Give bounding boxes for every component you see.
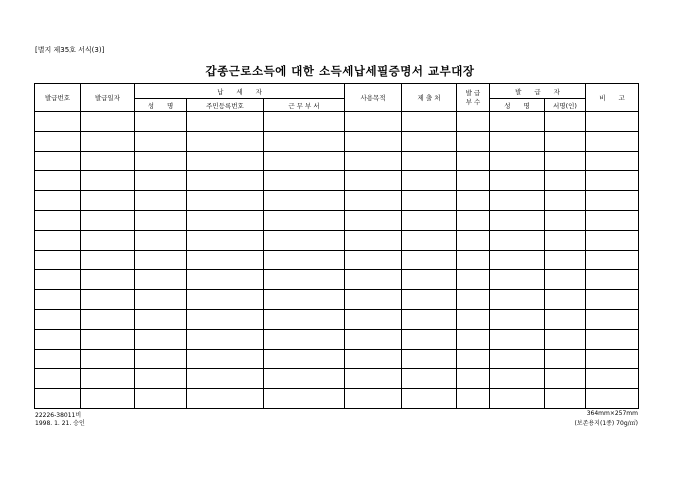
table-row <box>35 250 639 270</box>
table-cell[interactable] <box>264 389 345 409</box>
table-cell[interactable] <box>187 171 264 191</box>
table-cell[interactable] <box>457 369 490 389</box>
header-submit-to: 제 출 처 <box>402 84 457 112</box>
table-row <box>35 270 639 290</box>
table-cell[interactable] <box>490 210 545 230</box>
table-cell[interactable] <box>264 369 345 389</box>
table-cell[interactable] <box>586 250 639 270</box>
table-cell[interactable] <box>402 369 457 389</box>
paper-spec: (보존용지(1종) 70g/㎡) <box>574 420 638 427</box>
table-cell[interactable] <box>490 171 545 191</box>
table-cell[interactable] <box>457 191 490 211</box>
table-cell[interactable] <box>345 290 402 310</box>
table-cell[interactable] <box>135 369 187 389</box>
table-cell[interactable] <box>35 112 81 132</box>
header-signature: 서명(인) <box>545 99 586 112</box>
approval-date: 1998. 1. 21. 승인 <box>35 420 85 427</box>
header-issue-date: 발급일자 <box>81 84 135 112</box>
table-cell[interactable] <box>490 309 545 329</box>
table-cell[interactable] <box>402 270 457 290</box>
table-cell[interactable] <box>35 250 81 270</box>
table-cell[interactable] <box>187 329 264 349</box>
table-cell[interactable] <box>586 290 639 310</box>
table-cell[interactable] <box>490 369 545 389</box>
page-title: 갑종근로소득에 대한 소득세납세필증명서 교부대장 <box>205 64 475 78</box>
table-cell[interactable] <box>545 290 586 310</box>
table-cell[interactable] <box>135 389 187 409</box>
table-cell[interactable] <box>81 349 135 369</box>
table-cell[interactable] <box>545 369 586 389</box>
table-cell[interactable] <box>135 290 187 310</box>
register-table <box>34 83 639 409</box>
table-cell[interactable] <box>457 349 490 369</box>
table-cell[interactable] <box>81 171 135 191</box>
table-cell[interactable] <box>457 389 490 409</box>
table-cell[interactable] <box>457 131 490 151</box>
table-cell[interactable] <box>545 389 586 409</box>
table-cell[interactable] <box>135 309 187 329</box>
table-cell[interactable] <box>345 389 402 409</box>
table-row <box>35 112 639 132</box>
table-cell[interactable] <box>81 210 135 230</box>
table-cell[interactable] <box>490 151 545 171</box>
table-cell[interactable] <box>135 191 187 211</box>
table-cell[interactable] <box>35 389 81 409</box>
table-cell[interactable] <box>402 349 457 369</box>
table-row <box>35 349 639 369</box>
table-cell[interactable] <box>586 151 639 171</box>
header-taxpayer-name: 성 명 <box>135 99 187 112</box>
table-cell[interactable] <box>586 389 639 409</box>
table-cell[interactable] <box>402 151 457 171</box>
table-cell[interactable] <box>135 171 187 191</box>
table-cell[interactable] <box>490 349 545 369</box>
table-cell[interactable] <box>135 349 187 369</box>
table-cell[interactable] <box>35 230 81 250</box>
table-cell[interactable] <box>187 112 264 132</box>
table-cell[interactable] <box>81 151 135 171</box>
form-reference: [별지 제35호 서식(3)] <box>35 46 105 54</box>
table-cell[interactable] <box>187 210 264 230</box>
table-cell[interactable] <box>490 191 545 211</box>
header-workplace: 근 무 부 서 <box>264 99 345 112</box>
table-cell[interactable] <box>187 151 264 171</box>
table-cell[interactable] <box>402 112 457 132</box>
table-cell[interactable] <box>402 389 457 409</box>
table-cell[interactable] <box>345 191 402 211</box>
table-row <box>35 290 639 310</box>
table-cell[interactable] <box>81 309 135 329</box>
table-cell[interactable] <box>81 329 135 349</box>
paper-size: 364mm×257mm <box>586 410 638 417</box>
header-issuer-name: 성 명 <box>490 99 545 112</box>
table-cell[interactable] <box>81 290 135 310</box>
table-cell[interactable] <box>35 151 81 171</box>
table-cell[interactable] <box>545 210 586 230</box>
table-cell[interactable] <box>81 131 135 151</box>
table-cell[interactable] <box>264 151 345 171</box>
table-cell[interactable] <box>545 329 586 349</box>
table-cell[interactable] <box>35 329 81 349</box>
table-cell[interactable] <box>345 112 402 132</box>
table-cell[interactable] <box>402 230 457 250</box>
table-row <box>35 389 639 409</box>
table-cell[interactable] <box>345 210 402 230</box>
table-cell[interactable] <box>586 270 639 290</box>
table-cell[interactable] <box>187 250 264 270</box>
table-cell[interactable] <box>135 112 187 132</box>
table-cell[interactable] <box>586 329 639 349</box>
table-cell[interactable] <box>402 309 457 329</box>
table-cell[interactable] <box>402 329 457 349</box>
table-cell[interactable] <box>586 191 639 211</box>
table-cell[interactable] <box>402 290 457 310</box>
table-cell[interactable] <box>345 250 402 270</box>
table-row <box>35 151 639 171</box>
table-cell[interactable] <box>187 349 264 369</box>
header-copies <box>457 84 490 112</box>
table-cell[interactable] <box>457 171 490 191</box>
table-cell[interactable] <box>457 230 490 250</box>
table-cell[interactable] <box>264 112 345 132</box>
table-row <box>35 329 639 349</box>
table-cell[interactable] <box>457 309 490 329</box>
table-cell[interactable] <box>545 131 586 151</box>
table-cell[interactable] <box>586 369 639 389</box>
table-cell[interactable] <box>345 171 402 191</box>
table-cell[interactable] <box>402 250 457 270</box>
table-cell[interactable] <box>187 290 264 310</box>
table-cell[interactable] <box>135 230 187 250</box>
table-cell[interactable] <box>264 349 345 369</box>
table-cell[interactable] <box>457 210 490 230</box>
table-cell[interactable] <box>490 329 545 349</box>
table-cell[interactable] <box>457 151 490 171</box>
table-cell[interactable] <box>545 171 586 191</box>
header-remarks: 비 고 <box>586 84 639 112</box>
table-cell[interactable] <box>345 230 402 250</box>
table-cell[interactable] <box>81 230 135 250</box>
table-cell[interactable] <box>457 270 490 290</box>
table-cell[interactable] <box>35 349 81 369</box>
table-cell[interactable] <box>545 191 586 211</box>
table-cell[interactable] <box>264 250 345 270</box>
table-cell[interactable] <box>264 309 345 329</box>
header-copies-bottom: 부 수 <box>465 97 481 106</box>
table-cell[interactable] <box>586 112 639 132</box>
table-cell[interactable] <box>81 191 135 211</box>
form-code: 22226-38011비 <box>35 412 82 419</box>
table-cell[interactable] <box>187 270 264 290</box>
table-cell[interactable] <box>81 389 135 409</box>
table-cell[interactable] <box>35 171 81 191</box>
table-cell[interactable] <box>545 230 586 250</box>
table-cell[interactable] <box>187 389 264 409</box>
table-cell[interactable] <box>135 250 187 270</box>
table-cell[interactable] <box>490 230 545 250</box>
table-row <box>35 131 639 151</box>
table-row <box>35 191 639 211</box>
table-cell[interactable] <box>345 309 402 329</box>
table-cell[interactable] <box>545 151 586 171</box>
table-cell[interactable] <box>345 151 402 171</box>
table-cell[interactable] <box>264 210 345 230</box>
table-cell[interactable] <box>345 270 402 290</box>
table-cell[interactable] <box>264 230 345 250</box>
table-cell[interactable] <box>264 270 345 290</box>
table-row <box>35 369 639 389</box>
table-cell[interactable] <box>490 112 545 132</box>
table-cell[interactable] <box>586 131 639 151</box>
table-cell[interactable] <box>187 309 264 329</box>
table-cell[interactable] <box>187 191 264 211</box>
table-cell[interactable] <box>490 250 545 270</box>
table-cell[interactable] <box>135 329 187 349</box>
table-cell[interactable] <box>81 270 135 290</box>
table-cell[interactable] <box>35 210 81 230</box>
table-row <box>35 171 639 191</box>
table-cell[interactable] <box>545 349 586 369</box>
table-cell[interactable] <box>586 230 639 250</box>
table-cell[interactable] <box>402 191 457 211</box>
table-cell[interactable] <box>187 369 264 389</box>
table-cell[interactable] <box>586 349 639 369</box>
table-cell[interactable] <box>586 210 639 230</box>
table-cell[interactable] <box>457 250 490 270</box>
table-cell[interactable] <box>35 290 81 310</box>
table-cell[interactable] <box>35 369 81 389</box>
table-cell[interactable] <box>545 112 586 132</box>
table-cell[interactable] <box>135 131 187 151</box>
table-cell[interactable] <box>345 329 402 349</box>
table-cell[interactable] <box>345 131 402 151</box>
table-cell[interactable] <box>545 250 586 270</box>
table-cell[interactable] <box>187 230 264 250</box>
table-cell[interactable] <box>586 309 639 329</box>
table-cell[interactable] <box>264 131 345 151</box>
header-taxpayer: 납 세 자 <box>135 84 345 99</box>
table-cell[interactable] <box>457 112 490 132</box>
table-cell[interactable] <box>402 131 457 151</box>
table-cell[interactable] <box>264 290 345 310</box>
table-cell[interactable] <box>81 250 135 270</box>
header-issue-no: 발급번호 <box>35 84 81 112</box>
table-cell[interactable] <box>490 270 545 290</box>
register-body <box>35 112 639 409</box>
table-cell[interactable] <box>35 270 81 290</box>
table-cell[interactable] <box>187 131 264 151</box>
table-cell[interactable] <box>135 210 187 230</box>
header-copies-top: 발 급 <box>465 88 481 97</box>
table-cell[interactable] <box>135 151 187 171</box>
table-cell[interactable] <box>545 270 586 290</box>
table-cell[interactable] <box>457 329 490 349</box>
table-cell[interactable] <box>35 191 81 211</box>
table-row <box>35 309 639 329</box>
table-cell[interactable] <box>81 369 135 389</box>
table-cell[interactable] <box>135 270 187 290</box>
table-cell[interactable] <box>345 369 402 389</box>
table-cell[interactable] <box>35 309 81 329</box>
table-cell[interactable] <box>545 309 586 329</box>
table-cell[interactable] <box>264 329 345 349</box>
table-cell[interactable] <box>264 191 345 211</box>
table-row <box>35 230 639 250</box>
table-cell[interactable] <box>457 290 490 310</box>
table-cell[interactable] <box>81 112 135 132</box>
table-cell[interactable] <box>35 131 81 151</box>
table-cell[interactable] <box>490 131 545 151</box>
header-resident-no: 주민등록번호 <box>187 99 264 112</box>
table-cell[interactable] <box>402 210 457 230</box>
header-purpose: 사용목적 <box>345 84 402 112</box>
header-issuer: 발 급 자 <box>490 84 586 99</box>
table-cell[interactable] <box>402 171 457 191</box>
table-cell[interactable] <box>490 290 545 310</box>
table-cell[interactable] <box>490 389 545 409</box>
table-cell[interactable] <box>345 349 402 369</box>
table-cell[interactable] <box>586 171 639 191</box>
table-row <box>35 210 639 230</box>
table-cell[interactable] <box>264 171 345 191</box>
